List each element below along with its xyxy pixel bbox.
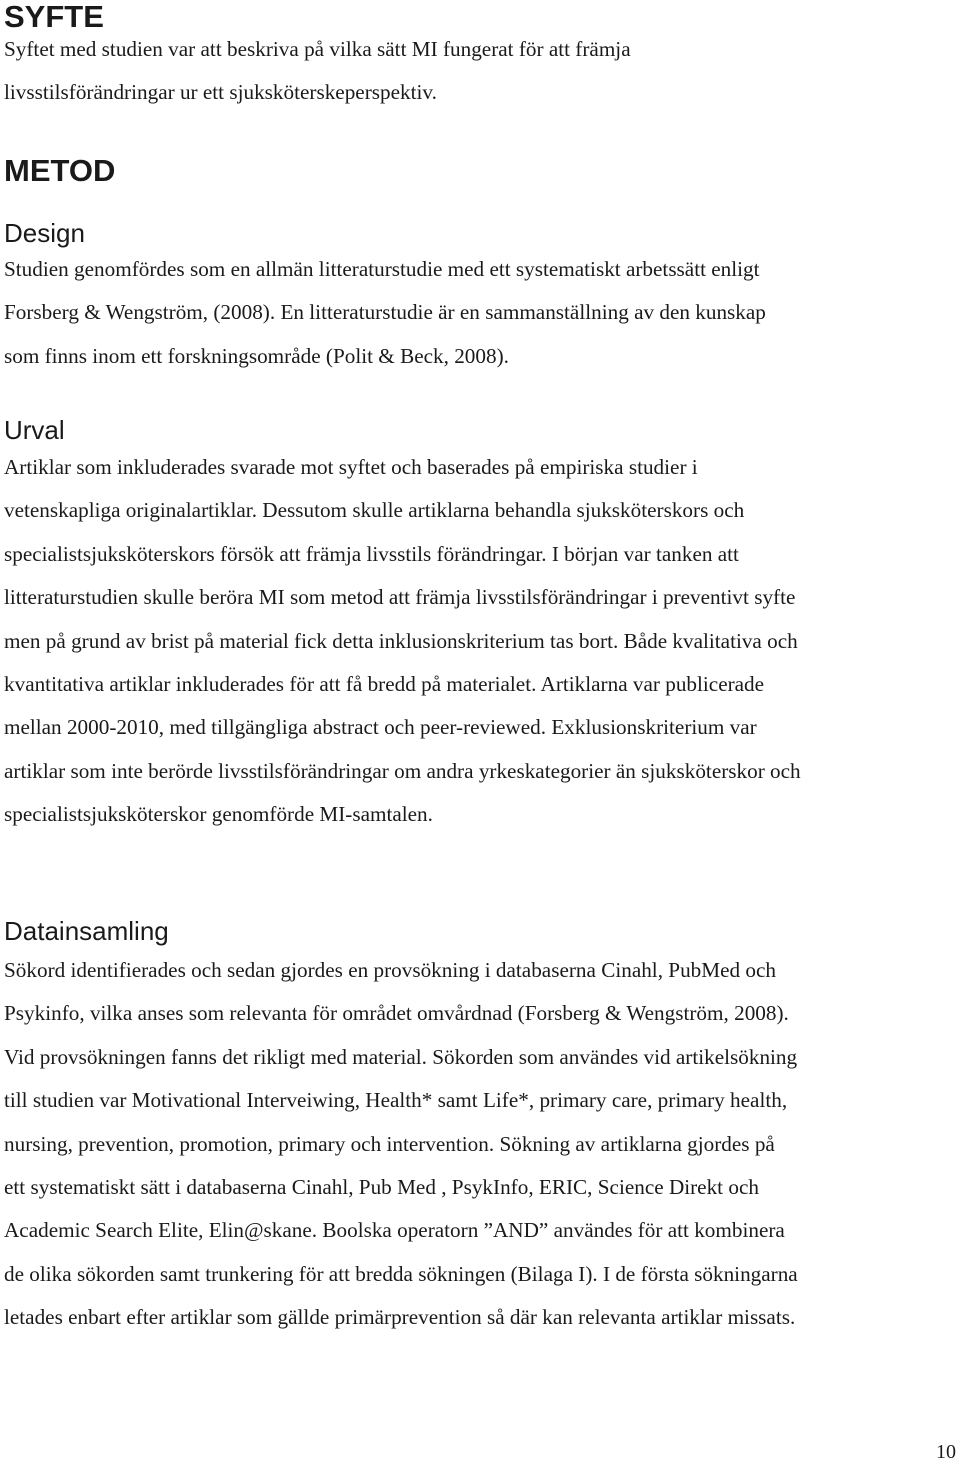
datainsamling-line-5: nursing, prevention, promotion, primary och intervention. Sökning av artiklarna gjordes på bbox=[4, 1131, 775, 1156]
urval-line-4: litteraturstudien skulle beröra MI som metod att främja livsstilsförändringar i preventivt syfte bbox=[4, 585, 796, 610]
page-number: 10 bbox=[936, 1441, 956, 1463]
datainsamling-line-3: Vid provsökningen fanns det rikligt med material. Sökorden som användes vid artikelsökning bbox=[4, 1044, 798, 1069]
datainsamling-paragraph bbox=[4, 949, 956, 1340]
section-heading-syfte: SYFTE bbox=[4, 0, 104, 34]
datainsamling-line-7: Academic Search Elite, Elin@skane. Boolska operatorn ”AND” användes för att kombinera bbox=[4, 1218, 785, 1243]
urval-paragraph bbox=[4, 446, 956, 837]
datainsamling-line-1: Sökord identifierades och sedan gjordes en provsökning i databaserna Cinahl, PubMed och bbox=[4, 958, 776, 982]
syfte-line-2: livsstilsförändringar ur ett sjuksköterskeperspektiv. bbox=[4, 80, 437, 105]
urval-line-2: vetenskapliga originalartiklar. Dessutom skulle artiklarna behandla sjuksköterskors och bbox=[4, 498, 745, 523]
design-paragraph bbox=[4, 248, 956, 378]
datainsamling-line-6: ett systematiskt sätt i databaserna Cinahl, Pub Med , PsykInfo, ERIC, Science Direkt och bbox=[4, 1174, 759, 1199]
urval-line-8: artiklar som inte berörde livsstilsförändringar om andra yrkeskategorier än sjuksköterskor och bbox=[4, 758, 801, 783]
datainsamling-line-2: Psykinfo, vilka anses som relevanta för området omvårdnad (Forsberg & Wengström, 2008). bbox=[4, 1001, 789, 1026]
datainsamling-line-9: letades enbart efter artiklar som gällde primärprevention så där kan relevanta artiklar missats. bbox=[4, 1305, 796, 1330]
subheading-datainsamling: Datainsamling bbox=[4, 916, 169, 946]
section-heading-metod: METOD bbox=[4, 153, 116, 188]
subheading-urval: Urval bbox=[4, 415, 65, 445]
urval-line-6: kvantitativa artiklar inkluderades för att få bredd på materialet. Artiklarna var publicerade bbox=[4, 671, 765, 696]
design-line-1: Studien genomfördes som en allmän litteraturstudie med ett systematiskt arbetssätt enligt bbox=[4, 257, 760, 281]
syfte-line-1: Syftet med studien var att beskriva på vilka sätt MI fungerat för att främja bbox=[4, 37, 631, 61]
urval-line-7: mellan 2000-2010, med tillgängliga abstract och peer-reviewed. Exklusionskriterium var bbox=[4, 715, 757, 740]
urval-line-9: specialistsjuksköterskor genomförde MI-samtalen. bbox=[4, 802, 433, 827]
design-line-2: Forsberg & Wengström, (2008). En litteraturstudie är en sammanställning av den kunskap bbox=[4, 300, 766, 325]
subheading-design: Design bbox=[4, 218, 85, 248]
datainsamling-line-4: till studien var Motivational Interveiwing, Health* samt Life*, primary care, primary health, bbox=[4, 1088, 788, 1113]
urval-line-3: specialistsjuksköterskors försök att främja livsstils förändringar. I början var tanken att bbox=[4, 541, 739, 566]
datainsamling-line-8: de olika sökorden samt trunkering för att bredda sökningen (Bilaga I). I de första sökningarna bbox=[4, 1261, 798, 1286]
urval-line-1: Artiklar som inkluderades svarade mot syftet och baserades på empiriska studier i bbox=[4, 455, 698, 479]
syfte-paragraph bbox=[4, 28, 956, 115]
design-line-3: som finns inom ett forskningsområde (Polit & Beck, 2008). bbox=[4, 343, 509, 368]
urval-line-5: men på grund av brist på material fick detta inklusionskriterium tas bort. Både kvalitativa och bbox=[4, 628, 798, 653]
